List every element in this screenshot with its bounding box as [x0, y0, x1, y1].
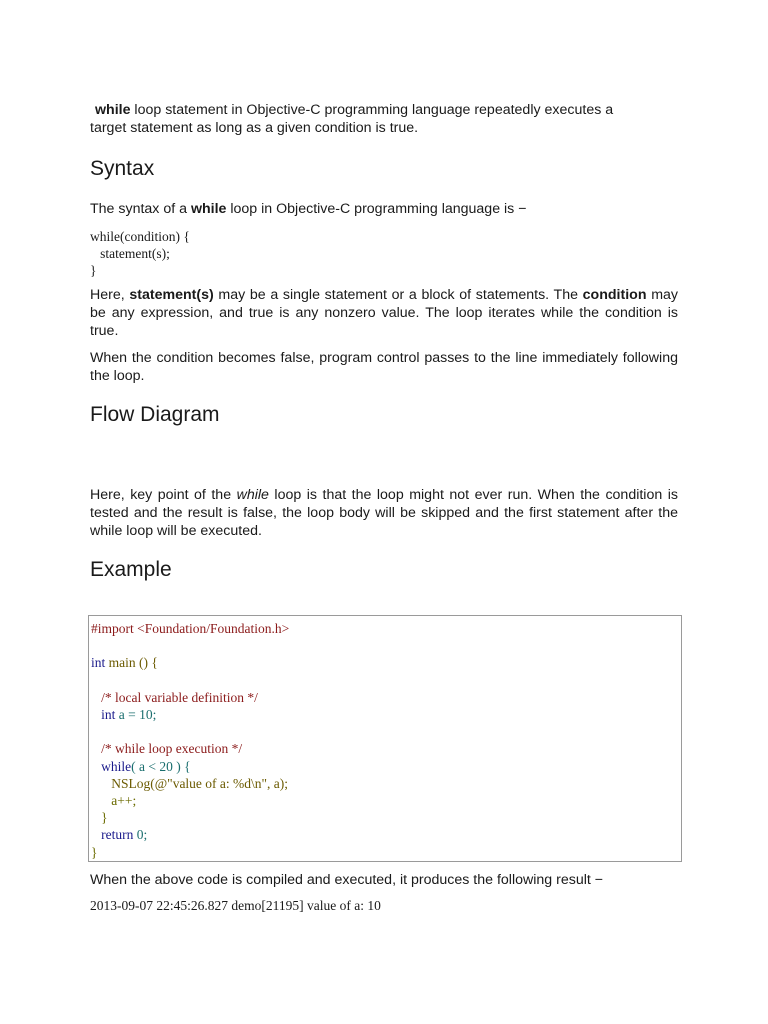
code-import-line: #import <Foundation/Foundation.h> [91, 621, 290, 636]
syntax-desc-suffix: loop in Objective-C programming language is − [226, 201, 527, 217]
result-intro-paragraph: When the above code is compiled and executed, it produces the following result − [90, 872, 604, 888]
code-comment-line: /* local variable definition */ [91, 689, 258, 705]
program-output: 2013-09-07 22:45:26.827 demo[21195] value of a: 10 [90, 898, 381, 913]
flow-para-prefix: Here, key point of the [90, 487, 237, 503]
false-condition-paragraph: When the condition becomes false, program control passes to the line immediately following the loop. [90, 350, 678, 384]
example-code [91, 620, 289, 861]
statement-explanation [90, 286, 678, 340]
code-return-line [91, 826, 289, 843]
syntax-code-line: } [90, 263, 97, 278]
code-nslog-line: NSLog(@"value of a: %d\n", a); [91, 775, 289, 791]
here-rest: may be any expression, and true is any nonzero value. The loop iterates while the condition is true. [90, 287, 678, 339]
example-heading: Example [90, 558, 172, 581]
syntax-code [90, 228, 190, 279]
code-main-rest: main () { [105, 655, 158, 671]
code-while-rest: ( a < 20 ) { [131, 758, 191, 774]
code-decl-line [91, 706, 289, 723]
flow-para-italic: while [236, 487, 269, 503]
intro-keyword: while [95, 102, 131, 118]
code-keyword: return [91, 827, 134, 843]
code-increment-line: a++; [91, 793, 137, 809]
code-return-rest: 0; [133, 827, 148, 843]
here-keyword-condition: condition [582, 287, 647, 303]
code-close-brace-line: } [91, 844, 98, 860]
code-while-line [91, 758, 289, 775]
here-prefix: Here, [90, 287, 130, 303]
code-close-brace-line: } [91, 810, 108, 826]
syntax-description [90, 200, 678, 218]
intro-line1: loop statement in Objective-C programming language repeatedly executes a [130, 102, 614, 118]
syntax-code-line: while(condition) { [90, 229, 190, 244]
example-code-box [88, 615, 682, 862]
code-keyword: int [91, 655, 106, 671]
flow-para-rest: loop is that the loop might not ever run. When the condition is tested and the result is false, the loop body will be skipped and the first statement after the while loop will be executed. [90, 487, 678, 539]
syntax-desc-prefix: The syntax of a [90, 201, 191, 217]
intro-line2: target statement as long as a given condition is true. [90, 120, 419, 136]
syntax-desc-keyword: while [190, 201, 227, 217]
code-keyword: while [91, 758, 132, 774]
syntax-heading: Syntax [90, 157, 155, 180]
flow-paragraph [90, 486, 678, 540]
here-keyword-statement: statement(s) [129, 287, 214, 303]
here-mid: may be a single statement or a block of statements. The [213, 287, 583, 303]
flow-diagram-heading: Flow Diagram [90, 403, 220, 426]
intro-paragraph [90, 101, 678, 137]
code-comment-line: /* while loop execution */ [91, 741, 243, 757]
code-decl-rest: a = 10; [115, 707, 157, 723]
syntax-code-line: statement(s); [90, 246, 170, 261]
code-keyword: int [91, 707, 116, 723]
code-main-line [91, 654, 289, 671]
